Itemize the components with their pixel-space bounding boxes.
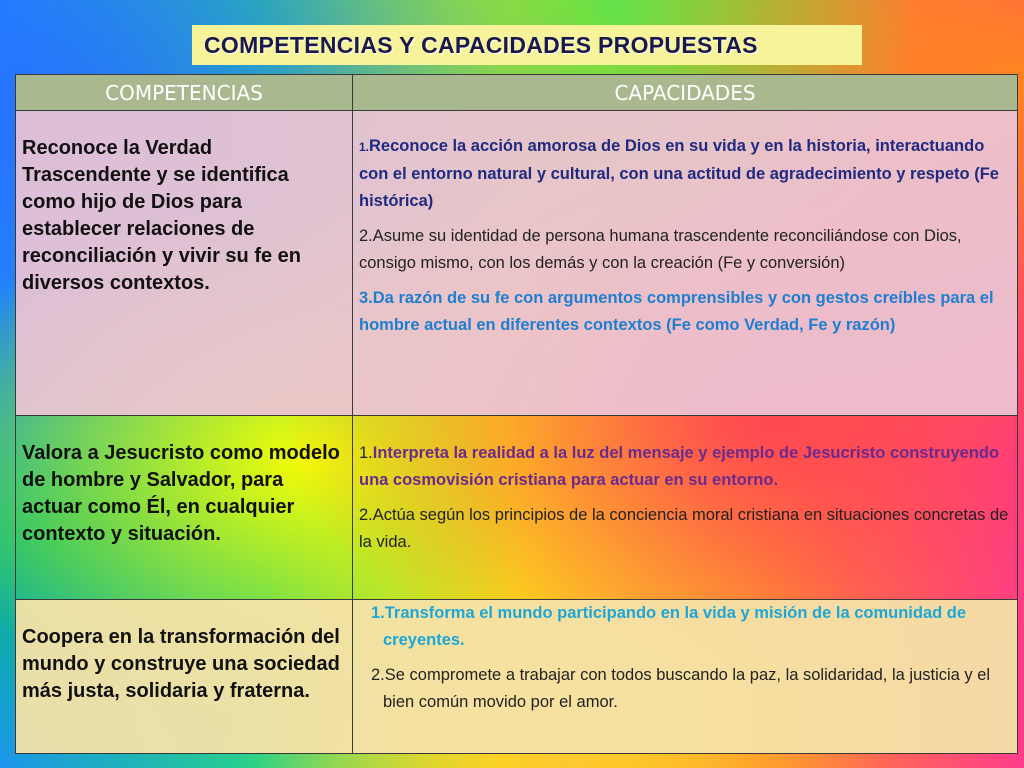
capacidades-cell xyxy=(353,111,1018,416)
capacidad-item: 2.Asume su identidad de persona humana trascendente reconciliándose con Dios, consigo mismo, con los demás y con la creación (Fe y conversión) xyxy=(359,227,962,272)
capacidad-item: 1.Reconoce la acción amorosa de Dios en su vida y en la historia, interactuando con el entorno natural y cultural, con una actitud de agradecimiento y respeto (Fe histórica) xyxy=(359,137,999,210)
table-header-row xyxy=(16,75,1018,111)
table-row xyxy=(16,600,1018,754)
table-row xyxy=(16,111,1018,416)
capacidades-cell xyxy=(353,600,1018,754)
capacidad-item: 1.Transforma el mundo participando en la vida y misión de la comunidad de creyentes. xyxy=(371,604,967,649)
competencia-cell: Reconoce la Verdad Trascendente y se identifica como hijo de Dios para establecer relaciones de reconciliación y vivir su fe en diversos contextos. xyxy=(16,111,353,416)
title-banner xyxy=(192,25,862,65)
capacidades-cell xyxy=(353,416,1018,600)
table-row xyxy=(16,416,1018,600)
competencias-table xyxy=(15,74,1018,754)
capacidad-item: 3.Da razón de su fe con argumentos comprensibles y con gestos creíbles para el hombre actual en diferentes contextos (Fe como Verdad, Fe y razón) xyxy=(359,289,994,334)
competencia-cell: Coopera en la transformación del mundo y construye una sociedad más justa, solidaria y fraterna. xyxy=(16,600,353,754)
header-competencias: COMPETENCIAS xyxy=(16,75,353,111)
competencia-cell: Valora a Jesucristo como modelo de hombre y Salvador, para actuar como Él, en cualquier contexto y situación. xyxy=(16,416,353,600)
capacidad-item: 1.Interpreta la realidad a la luz del mensaje y ejemplo de Jesucristo construyendo una cosmovisión cristiana para actuar en su entorno. xyxy=(359,444,1000,489)
header-capacidades: CAPACIDADES xyxy=(353,75,1018,111)
capacidad-item: 2.Se compromete a trabajar con todos buscando la paz, la solidaridad, la justicia y el bien común movido por el amor. xyxy=(371,666,991,711)
page-title: COMPETENCIAS Y CAPACIDADES PROPUESTAS xyxy=(204,31,758,58)
capacidad-item: 2.Actúa según los principios de la conciencia moral cristiana en situaciones concretas de la vida. xyxy=(359,506,1009,551)
